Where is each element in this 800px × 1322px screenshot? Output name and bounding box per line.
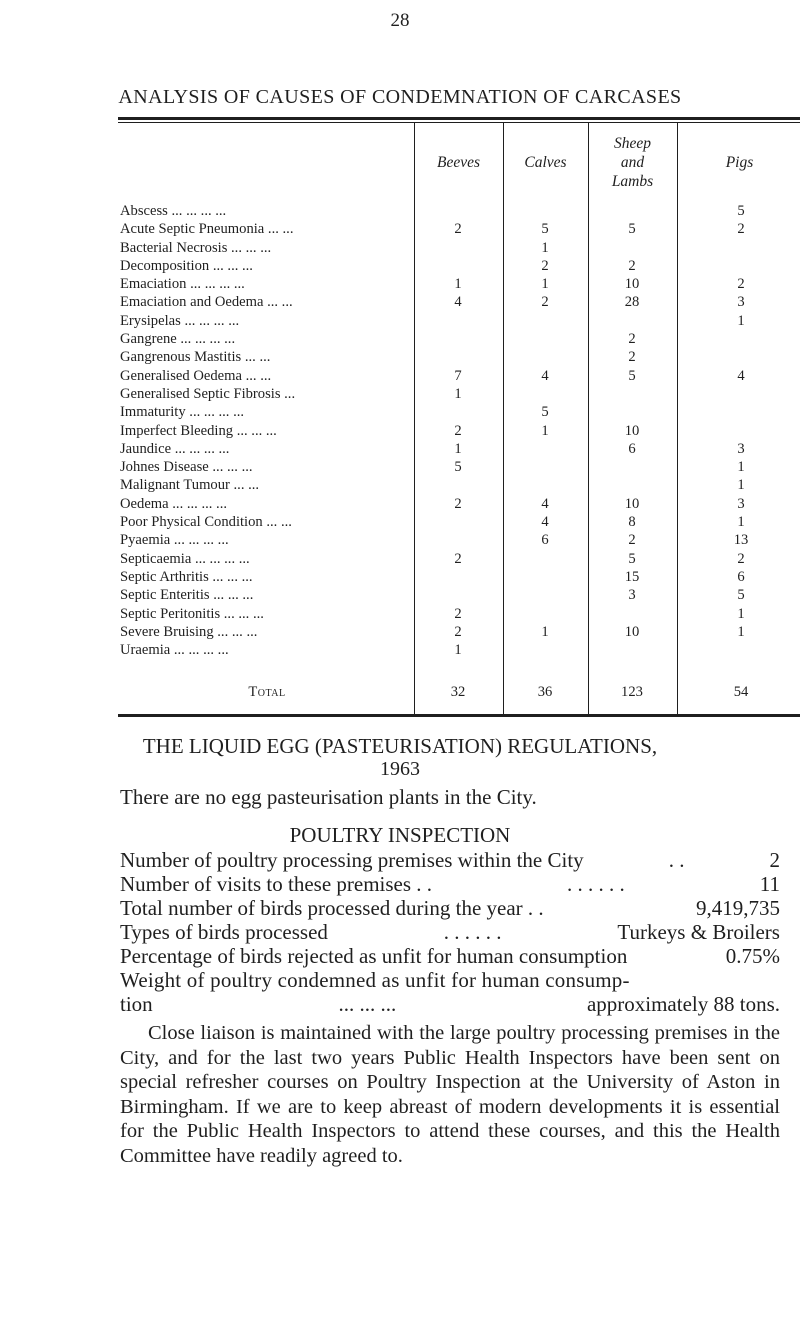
- poultry-inspection-heading: POULTRY INSPECTION: [289, 823, 511, 847]
- cell-calves: 5: [541, 221, 549, 238]
- row-label: Johnes Disease ... ... ...: [120, 459, 253, 476]
- cell-pigs: 3: [737, 440, 745, 457]
- row-label: Erysipelas ... ... ... ...: [120, 312, 240, 329]
- row-label: Malignant Tumour ... ...: [120, 477, 260, 494]
- table-body: [120, 202, 800, 659]
- table-row: [120, 531, 800, 549]
- cell-calves: 2: [541, 294, 549, 311]
- cell-pigs: 1: [737, 477, 745, 494]
- table-row: [120, 476, 800, 494]
- poultry-line: [120, 848, 780, 872]
- row-label: Jaundice ... ... ... ...: [120, 440, 230, 457]
- row-label: Oedema ... ... ... ...: [120, 495, 227, 512]
- cell-sheep: 2: [628, 331, 636, 348]
- poultry-line-value: Turkeys & Broilers: [617, 920, 780, 944]
- weight-line-continued: [120, 992, 780, 1016]
- cell-pigs: 1: [737, 514, 745, 531]
- table-row: [120, 239, 800, 257]
- table-row: [120, 422, 800, 440]
- page-number: 28: [390, 10, 410, 31]
- cell-pigs: 3: [737, 294, 745, 311]
- cell-beeves: 1: [454, 385, 462, 402]
- table-row: [120, 586, 800, 604]
- poultry-line: [120, 944, 780, 968]
- column-header-pigs: Pigs: [725, 153, 754, 171]
- cell-sheep: 10: [624, 495, 640, 512]
- poultry-line-value: 9,419,735: [696, 896, 780, 920]
- row-label: Septicaemia ... ... ... ...: [120, 550, 250, 567]
- table-row: [120, 348, 800, 366]
- row-label: Emaciation ... ... ... ...: [120, 276, 245, 293]
- egg-regulations-text: There are no egg pasteurisation plants in the City.: [120, 785, 537, 809]
- cell-pigs: 5: [737, 587, 745, 604]
- egg-regulations-heading: THE LIQUID EGG (PASTEURISATION) REGULATIONS,: [142, 734, 658, 758]
- table-row: [120, 495, 800, 513]
- weight-line-label: tion: [120, 992, 153, 1016]
- poultry-line: [120, 896, 780, 920]
- table-row: [120, 440, 800, 458]
- cell-sheep: 28: [624, 294, 640, 311]
- row-label: Septic Enteritis ... ... ...: [120, 587, 254, 604]
- poultry-line-label: Number of visits to these premises . .: [120, 872, 433, 896]
- cell-pigs: 2: [737, 550, 745, 567]
- poultry-line-value: 2: [769, 848, 780, 872]
- column-header-sheep: [588, 123, 677, 201]
- table-row: [120, 293, 800, 311]
- cell-pigs: 6: [737, 568, 745, 585]
- cell-sheep: 6: [628, 440, 636, 457]
- poultry-line-label: Number of poultry processing premises within the City: [120, 848, 584, 872]
- cell-pigs: 3: [737, 495, 745, 512]
- cell-beeves: 2: [454, 623, 462, 640]
- poultry-line-dots: . .: [668, 848, 685, 872]
- cell-pigs: 1: [737, 623, 745, 640]
- cell-sheep: 2: [628, 349, 636, 366]
- total-calves: 36: [537, 684, 553, 700]
- cell-beeves: 2: [454, 495, 462, 512]
- cell-beeves: 5: [454, 459, 462, 476]
- table-row: [120, 275, 800, 293]
- table-row: [120, 220, 800, 238]
- cell-pigs: 13: [733, 532, 749, 549]
- poultry-line-value: 0.75%: [725, 944, 780, 968]
- cell-sheep: 3: [628, 587, 636, 604]
- cell-beeves: 1: [454, 440, 462, 457]
- cell-pigs: 2: [737, 276, 745, 293]
- row-label: Abscess ... ... ... ...: [120, 203, 227, 219]
- row-label: Poor Physical Condition ... ...: [120, 514, 292, 531]
- table-row: [120, 513, 800, 531]
- row-label: Severe Bruising ... ... ...: [120, 623, 258, 640]
- total-row: [120, 684, 800, 704]
- table-top-rule: [118, 117, 800, 120]
- poultry-line: [120, 872, 780, 896]
- cell-sheep: 10: [624, 422, 640, 439]
- table-row: [120, 458, 800, 476]
- row-label: Emaciation and Oedema ... ...: [120, 294, 293, 311]
- cell-calves: 1: [541, 276, 549, 293]
- weight-line: Weight of poultry condemned as unfit for human consump-: [120, 968, 630, 992]
- cell-sheep: 5: [628, 367, 636, 384]
- total-beeves: 32: [450, 684, 466, 700]
- cell-calves: 5: [541, 404, 549, 421]
- row-label: Gangrenous Mastitis ... ...: [120, 349, 271, 366]
- cell-beeves: 2: [454, 422, 462, 439]
- table-row: [120, 367, 800, 385]
- total-label: Total: [248, 684, 286, 700]
- cell-sheep: 5: [628, 550, 636, 567]
- cell-beeves: 2: [454, 605, 462, 622]
- table-row: [120, 385, 800, 403]
- table-row: [120, 623, 800, 641]
- poultry-line-dots: . . . . . .: [567, 872, 625, 896]
- row-label: Imperfect Bleeding ... ... ...: [120, 422, 277, 439]
- cell-calves: 1: [541, 422, 549, 439]
- cell-calves: 4: [541, 514, 549, 531]
- column-header-sheep-text: Sheep and Lambs: [611, 134, 654, 190]
- table-row: [120, 403, 800, 421]
- cell-calves: 1: [541, 239, 549, 256]
- egg-regulations-year: 1963: [380, 758, 420, 780]
- poultry-line-dots: . . . . . .: [443, 920, 502, 944]
- table-row: [120, 312, 800, 330]
- row-label: Generalised Septic Fibrosis ...: [120, 385, 296, 402]
- cell-pigs: 1: [737, 605, 745, 622]
- cell-pigs: 1: [737, 459, 745, 476]
- poultry-line-label: Types of birds processed: [120, 920, 328, 944]
- table-row: [120, 330, 800, 348]
- poultry-line-value: 11: [759, 872, 780, 896]
- poultry-line-label: Total number of birds processed during the year . .: [120, 896, 544, 920]
- cell-beeves: 7: [454, 367, 462, 384]
- column-header-beeves: Beeves: [436, 153, 481, 171]
- cell-calves: 6: [541, 532, 549, 549]
- cell-sheep: 10: [624, 623, 640, 640]
- table-bottom-rule: [118, 714, 800, 717]
- column-header-calves: Calves: [524, 153, 567, 171]
- cell-beeves: 2: [454, 221, 462, 238]
- weight-line-dots: ... ... ...: [338, 992, 397, 1016]
- table-title: ANALYSIS OF CAUSES OF CONDEMNATION OF CARCASES: [118, 86, 682, 108]
- cell-sheep: 10: [624, 276, 640, 293]
- table-row: [120, 605, 800, 623]
- cell-calves: 2: [541, 257, 549, 274]
- row-label: Gangrene ... ... ... ...: [120, 331, 236, 348]
- cell-sheep: 2: [628, 257, 636, 274]
- row-label: Uraemia ... ... ... ...: [120, 642, 229, 659]
- row-label: Septic Peritonitis ... ... ...: [120, 605, 264, 622]
- cell-calves: 1: [541, 623, 549, 640]
- row-label: Septic Arthritis ... ... ...: [120, 568, 253, 585]
- row-label: Decomposition ... ... ...: [120, 257, 253, 274]
- row-label: Bacterial Necrosis ... ... ...: [120, 239, 272, 256]
- table-row: [120, 641, 800, 659]
- table-row: [120, 257, 800, 275]
- cell-calves: 4: [541, 367, 549, 384]
- cell-sheep: 5: [628, 221, 636, 238]
- row-label: Pyaemia ... ... ... ...: [120, 532, 229, 549]
- cell-beeves: 1: [454, 276, 462, 293]
- cell-beeves: 4: [454, 294, 462, 311]
- weight-line-value: approximately 88 tons.: [586, 992, 780, 1016]
- poultry-line: [120, 920, 780, 944]
- cell-pigs: 4: [737, 367, 745, 384]
- total-sheep: 123: [621, 684, 643, 700]
- row-label: Acute Septic Pneumonia ... ...: [120, 221, 294, 238]
- cell-sheep: 15: [624, 568, 640, 585]
- total-pigs: 54: [733, 684, 749, 700]
- cell-beeves: 1: [454, 642, 462, 659]
- row-label: Immaturity ... ... ... ...: [120, 404, 245, 421]
- cell-pigs: 2: [737, 221, 745, 238]
- cell-pigs: 5: [737, 203, 745, 219]
- table-row: [120, 568, 800, 586]
- row-label: Generalised Oedema ... ...: [120, 367, 272, 384]
- table-row: [120, 550, 800, 568]
- cell-sheep: 8: [628, 514, 636, 531]
- closing-paragraph: Close liaison is maintained with the large poultry processing premises in the City, and for the last two years Public Health Inspectors have been sent on special refresher courses on Poultry Inspection at the University of Aston in Birmingham. If we are to keep abreast of modern developments it is essential for the Public Health Inspectors to attend these courses, and this the Health Committee have readily agreed to.: [120, 1022, 780, 1167]
- poultry-line-label: Percentage of birds rejected as unfit for human consumption: [120, 944, 628, 968]
- cell-pigs: 1: [737, 312, 745, 329]
- cell-calves: 4: [541, 495, 549, 512]
- cell-beeves: 2: [454, 550, 462, 567]
- cell-sheep: 2: [628, 532, 636, 549]
- table-row: [120, 202, 800, 220]
